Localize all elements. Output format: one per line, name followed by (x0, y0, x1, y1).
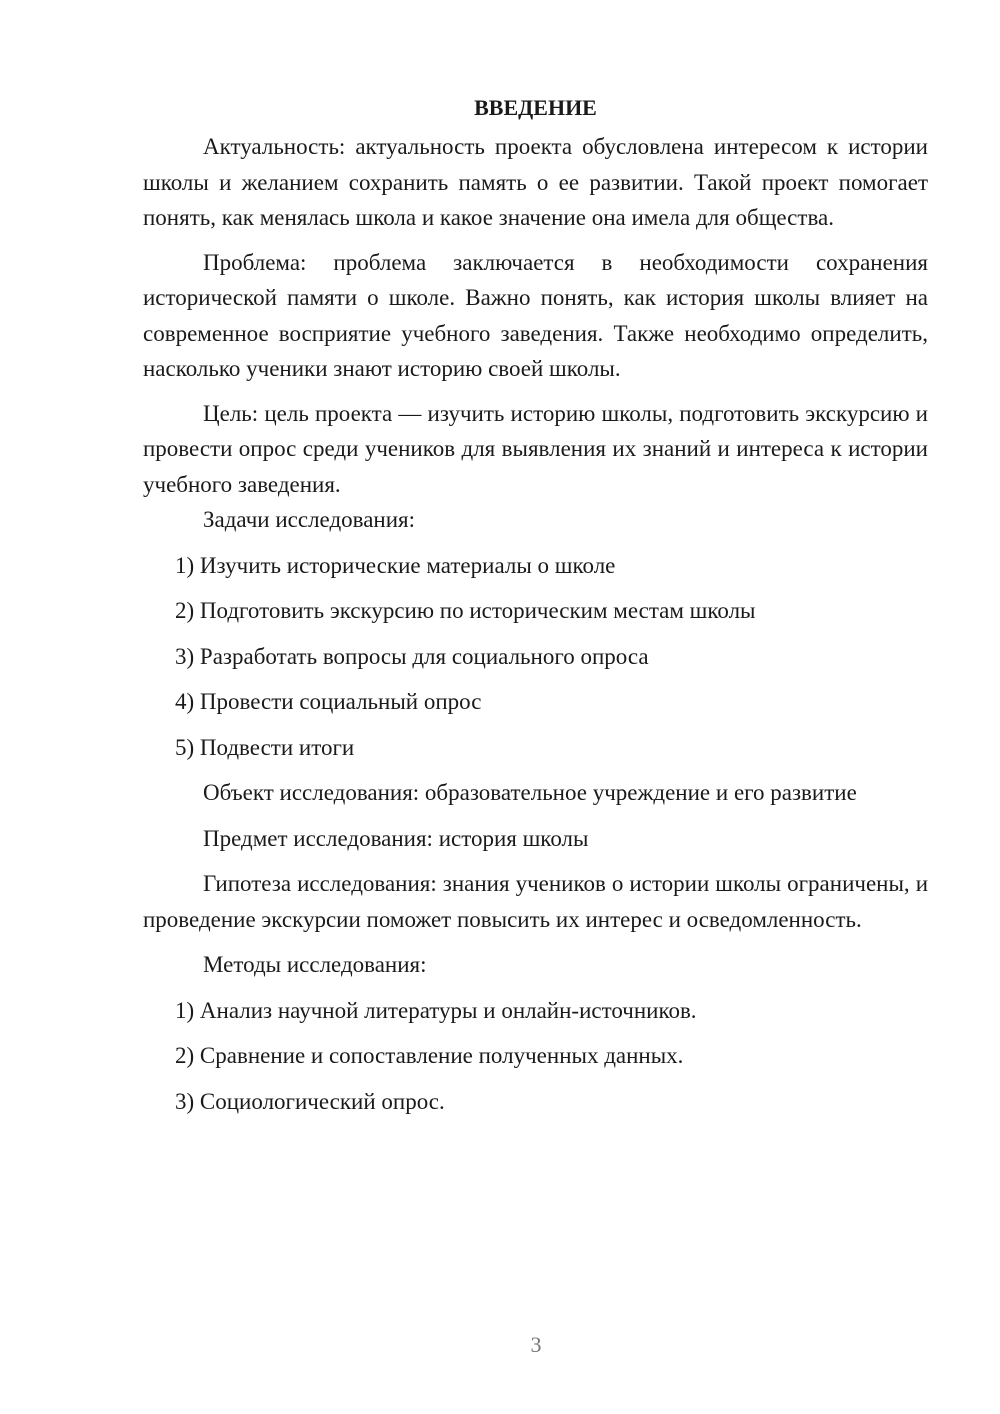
page-number: 3 (530, 1332, 542, 1357)
section-title: ВВЕДЕНИЕ (474, 95, 597, 120)
task-item: 4) Провести социальный опрос (175, 689, 482, 714)
tasks-heading: Задачи исследования: (203, 507, 416, 532)
relevance-paragraph: Актуальность: актуальность проекта обусловлена интересом к истории школы и желанием сохранить память о ее развитии. Такой проект помогает понять, как менялась школа и какое значение она имела для общества. (143, 134, 928, 230)
method-item: 3) Социологический опрос. (175, 1088, 445, 1114)
problem-paragraph: Проблема: проблема заключается в необходимости сохранения исторической памяти о школе. Важно понять, как история школы влияет на современное восприятие учебного заведения. Также необходимо определить, насколько ученики знают историю своей школы. (143, 249, 928, 381)
task-item: 3) Разработать вопросы для социального опроса (175, 643, 649, 669)
task-item: 1) Изучить исторические материалы о школе (175, 552, 616, 578)
task-item: 2) Подготовить экскурсию по историческим местам школы (175, 598, 756, 623)
task-item: 5) Подвести итоги (175, 734, 355, 760)
methods-heading: Методы исследования: (203, 952, 427, 977)
document-body (143, 92, 928, 1119)
hypothesis-paragraph: Гипотеза исследования: знания учеников о истории школы ограничены, и проведение экскурсии поможет повысить их интерес и осведомленность. (143, 871, 928, 932)
goal-paragraph: Цель: цель проекта — изучить историю школы, подготовить экскурсию и провести опрос среди учеников для выявления их знаний и интереса к истории учебного заведения. (143, 400, 928, 497)
research-subject: Предмет исследования: история школы (203, 825, 589, 851)
method-item: 1) Анализ научной литературы и онлайн-источников. (175, 997, 697, 1023)
method-item: 2) Сравнение и сопоставление полученных данных. (175, 1043, 684, 1068)
research-object: Объект исследования: образовательное учреждение и его развитие (203, 780, 857, 805)
